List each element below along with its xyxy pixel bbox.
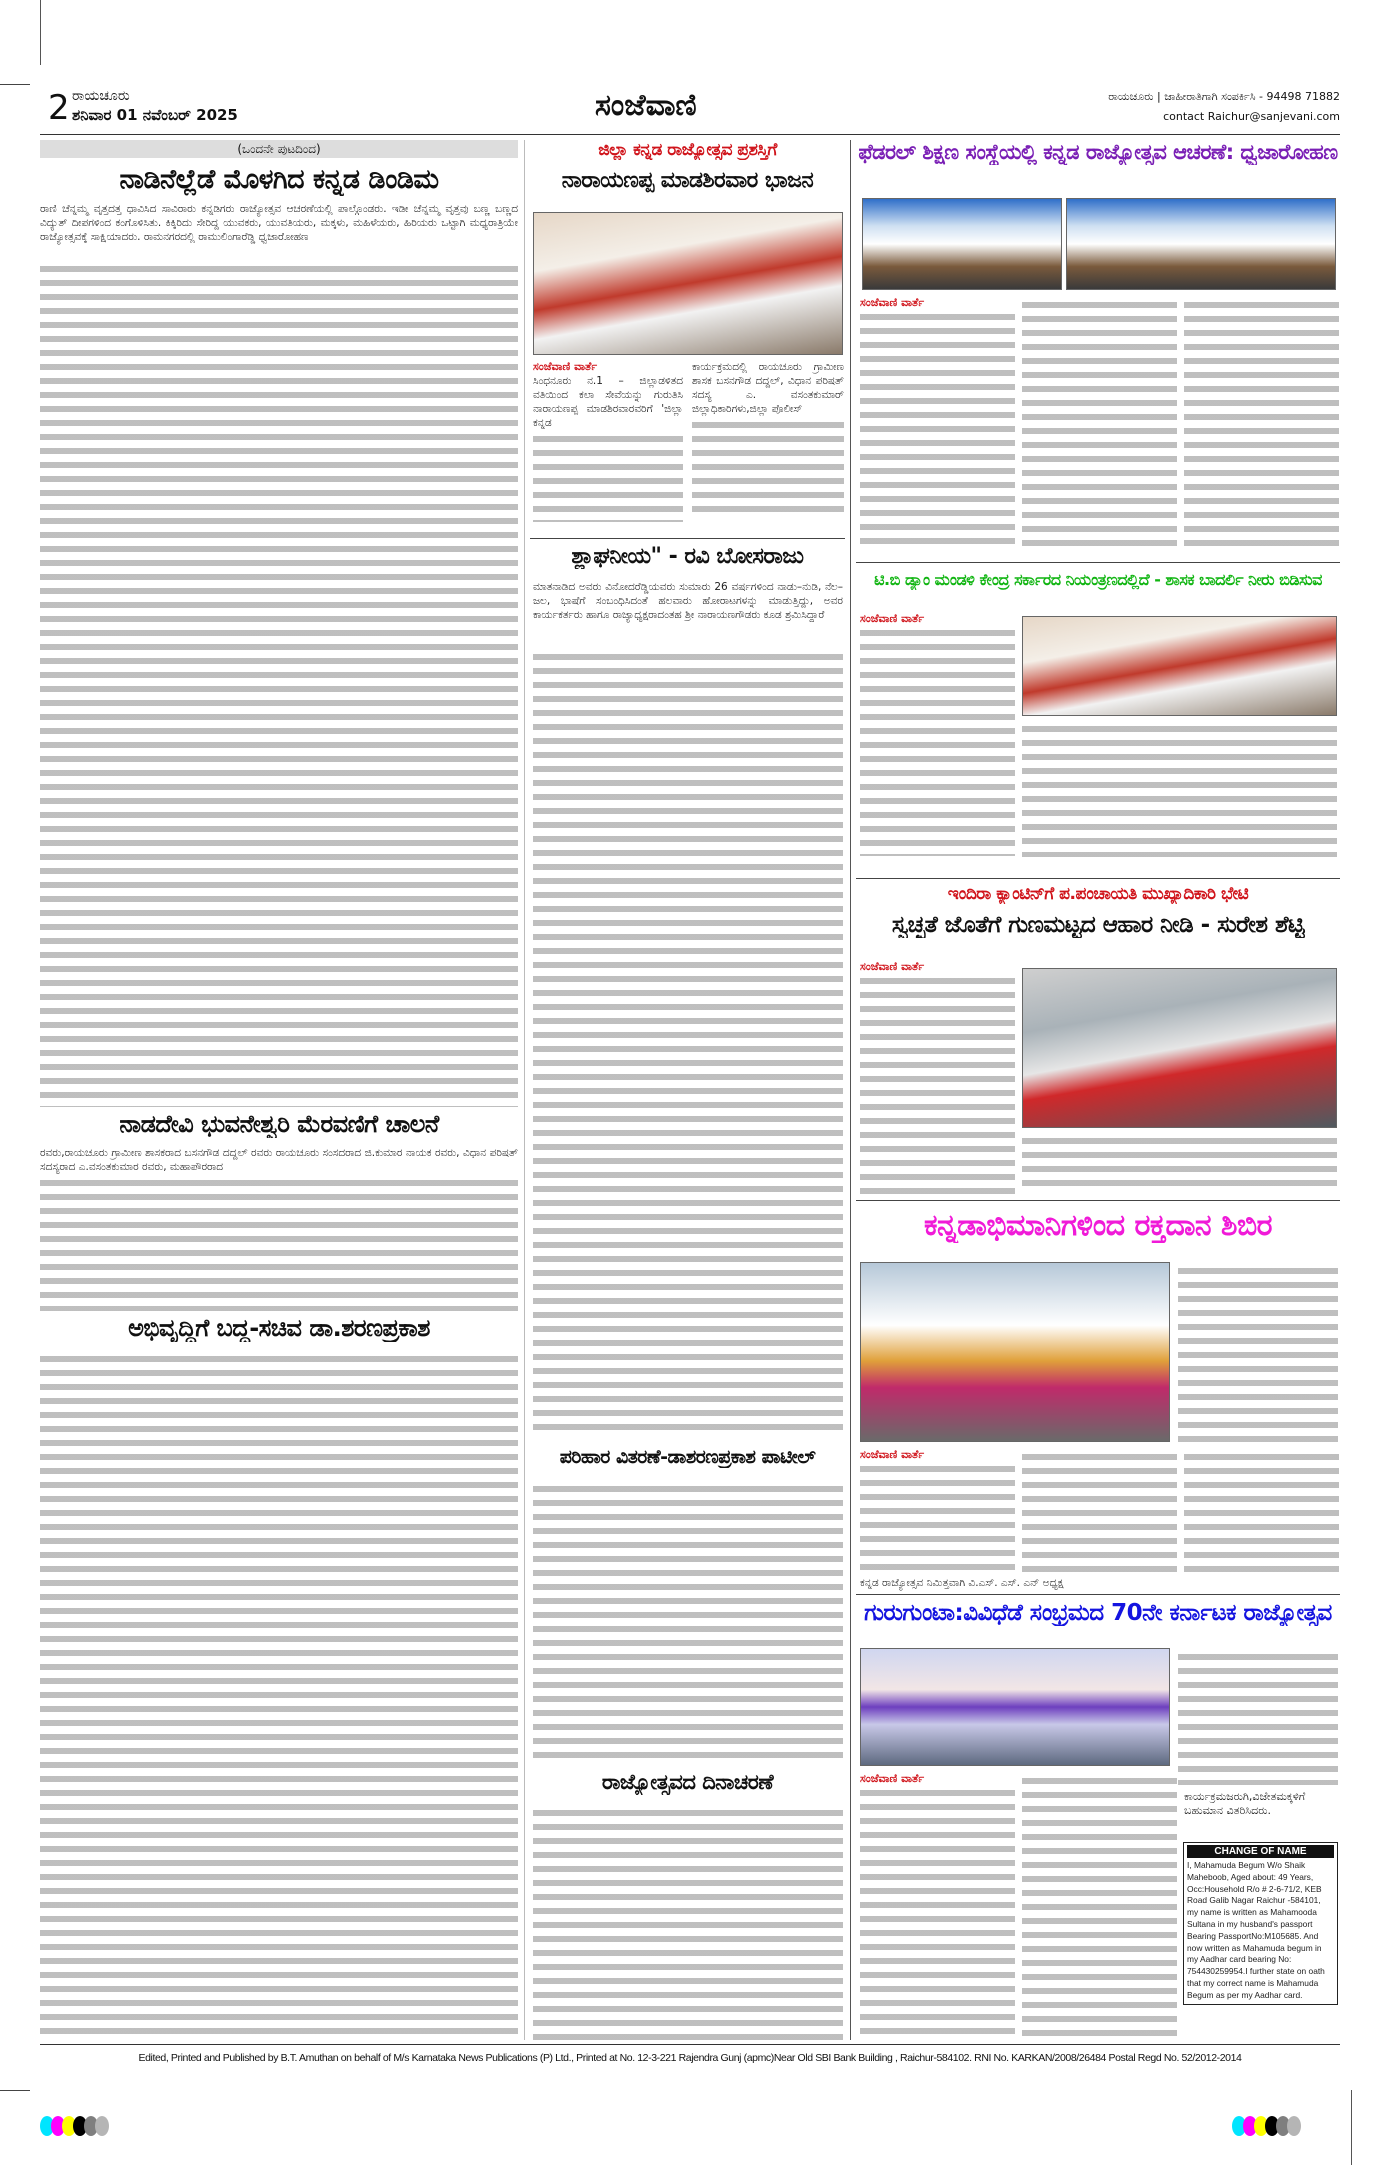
headline: ಶ್ಲಾಘನೀಯ" - ರವಿ ಬೋಸರಾಜು	[571, 544, 804, 569]
footer-imprint: Edited, Printed and Published by B.T. Amuthan on behalf of M/s Karnataka News Publications (P) Ltd., Printed at No. 12-3-221 Rajendra Gunj (apmc)Near Old SBI Bank Building , Raichur-584102. RNI No. KARKAN/2008/26484 Postal Regd No. 52/2012-2014	[138, 2052, 1242, 2064]
article-text-block	[40, 1352, 518, 2040]
byline: ಸಂಜೆವಾಣಿ ವಾರ್ತೆ	[860, 296, 925, 309]
crop-mark	[40, 0, 41, 65]
award-ceremony-photo	[533, 212, 843, 355]
headline: ನಾಡಿನೆಲ್ಲೆಡೆ ಮೊಳಗಿದ ಕನ್ನಡ ಡಿಂಡಿಮ	[119, 164, 439, 195]
blood-donation-camp-photo	[860, 1262, 1170, 1442]
headline: ಟಿ.ಬಿ ಡ್ಯಾಂ ಮಂಡಳಿ ಕೇಂದ್ರ ಸರ್ಕಾರದ ನಿಯಂತ್ರಣದಲ್ಲಿದೆ - ಶಾಸಕ ಬಾದರ್ಲಿ ನೀರು ಬಿಡಿಸುವ	[874, 570, 1322, 589]
header-contact: ರಾಯಚೂರು | ಜಾಹೀರಾತಿಗಾಗಿ ಸಂಪರ್ಕಿಸಿ - 94498 71882	[1108, 90, 1340, 103]
article-column	[860, 1772, 1015, 2036]
registration-dot	[95, 2116, 109, 2136]
byline: ಸಂಜೆವಾಣಿ ವಾರ್ತೆ	[860, 612, 925, 625]
article-text-block	[860, 310, 1015, 545]
byline: ಸಂಜೆವಾಣಿ ವಾರ್ತೆ	[533, 360, 598, 373]
divider	[856, 1200, 1340, 1201]
divider	[856, 878, 1340, 879]
article-body: ರಾಣಿ ಚೆನ್ನಮ್ಮ ವೃತ್ತದತ್ತ ಧಾವಿಸಿದ ಸಾವಿರಾರು ಕನ್ನಡಿಗರು ರಾಜ್ಯೋತ್ಸವ ಆಚರಣೆಯಲ್ಲಿ ಪಾಲ್ಗೊಂಡರು. ಇಡೀ ಚೆನ್ನಮ್ಮ ವೃತ್ತವು ಬಣ್ಣ ಬಣ್ಣದ ವಿದ್ಯುತ್ ದೀಪಗಳಿಂದ ಕಂಗೊಳಿಸಿತು. ಕಿಕ್ಕಿರಿದು ಸೇರಿದ್ದ ಯುವಕರು, ಯುವತಿಯರು, ಮಕ್ಕಳು, ಮಹಿಳೆಯರು, ಹಿರಿಯರು ಒಟ್ಟಾಗಿ ಮಧ್ಯರಾತ್ರಿಯೇ ರಾಜ್ಯೋತ್ಸವಕ್ಕೆ ಸಾಕ್ಷಿಯಾದರು. ರಾಮನಗರದಲ್ಲಿ ರಾಮುಲಿಂಗಾರೆಡ್ಡಿ ಧ್ವಜಾರೋಹಣ	[40, 203, 518, 243]
divider	[530, 538, 845, 539]
canteen-kitchen-photo	[1022, 968, 1337, 1128]
page-number: 2	[48, 88, 70, 128]
color-registration-marks	[1232, 2116, 1298, 2140]
column-divider	[524, 140, 525, 2040]
article-body: ರವರು,ರಾಯಚೂರು ಗ್ರಾಮೀಣ ಶಾಸಕರಾದ ಬಸನಗೌಡ ದದ್ದಲ್ ರವರು ರಾಯಚೂರು ಸಂಸದರಾದ ಜಿ.ಕುಮಾರ ನಾಯಕ ರವರು, ವಿಧಾನ ಪರಿಷತ್ ಸದಸ್ಯರಾದ ಎ.ವಸಂತಕುಮಾರ ರವರು, ಮಹಾಪೌರರಾದ	[40, 1147, 518, 1173]
article-text-block	[1184, 1450, 1339, 1574]
flag-hoisting-photo	[862, 198, 1062, 290]
header-date: ಶನಿವಾರ 01 ನವೆಂಬರ್ 2025	[72, 106, 238, 124]
headline: ಫೆಡರಲ್ ಶಿಕ್ಷಣ ಸಂಸ್ಥೆಯಲ್ಲಿ ಕನ್ನಡ ರಾಜ್ಯೋತ್ಸವ ಆಚರಣೆ: ಧ್ವಜಾರೋಹಣ	[858, 140, 1338, 164]
article-body: ಕಾರ್ಯಕ್ರಮಜರುಗಿ,ವಿಜೇತಮಕ್ಕಳಿಗೆ ಬಹುಮಾನ ವಿತರಿಸಿದರು.	[1184, 1790, 1306, 1817]
change-of-name-notice	[1183, 1842, 1338, 2005]
article-text-block	[860, 974, 1015, 1199]
article-text-block	[533, 650, 843, 1435]
article-text-block	[40, 1176, 518, 1311]
article-body: ಕನ್ನಡ ರಾಜ್ಯೋತ್ಸವ ನಿಮಿತ್ತವಾಗಿ ವಿ.ಎಸ್. ಎಸ್. ಎನ್ ಅಧ್ಯಕ್ಷ	[860, 1577, 1064, 1589]
crop-mark	[0, 2090, 30, 2091]
article-text-block	[40, 262, 518, 1107]
mla-press-meet-photo	[1022, 616, 1337, 716]
article-text-block	[1184, 298, 1339, 546]
masthead-logo: ಸಂಜೆವಾಣಿ	[595, 88, 697, 123]
article-text-block	[860, 1786, 1015, 2036]
kicker: ಇಂದಿರಾ ಕ್ಯಾಂಟಿನ್‌ಗೆ ಪ.ಪಂಚಾಯತಿ ಮುಖ್ಯಾದಿಕಾರಿ ಭೇಟಿ	[947, 884, 1249, 904]
header-email[interactable]: contact Raichur@sanjevani.com	[1163, 110, 1340, 123]
students-saluting-photo	[1066, 198, 1336, 290]
article-text-block	[533, 1482, 843, 1764]
article-text-block	[1022, 722, 1337, 857]
headline: ನಾಡದೇವಿ ಭುವನೇಶ್ವರಿ ಮೆರವಣಿಗೆ ಚಾಲನೆ	[119, 1110, 439, 1138]
color-registration-marks	[40, 2116, 106, 2140]
footer-rule	[40, 2044, 1340, 2045]
header-rule	[40, 134, 1340, 135]
headline: ಅಭಿವೃದ್ಧಿಗೆ ಬದ್ಧ-ಸಚಿವ ಡಾ.ಶರಣಪ್ರಕಾಶ	[128, 1314, 430, 1342]
continued-banner: (ಒಂದನೇ ಪುಟದಿಂದ)	[40, 140, 518, 158]
article-text-block	[1178, 1650, 1338, 1785]
headline: ಸ್ವಚ್ಛತೆ ಜೊತೆಗೆ ಗುಣಮಟ್ಟದ ಆಹಾರ ನೀಡಿ - ಸುರೇಶ ಶೆಟ್ಟಿ	[891, 912, 1305, 938]
headline: ನಾರಾಯಣಪ್ಪ ಮಾಡಶಿರವಾರ ಭಾಜನ	[561, 168, 814, 193]
article-column	[692, 360, 844, 518]
headline: ಗುರುಗುಂಟಾ:ವಿವಿಧೆಡೆ ಸಂಭ್ರಮದ 70ನೇ ಕರ್ನಾಟಕ ರಾಜ್ಯೋತ್ಸವ	[864, 1600, 1332, 1626]
article-text-block	[1022, 1450, 1177, 1574]
divider	[856, 1594, 1340, 1595]
notice-body: I, Mahamuda Begum W/o Shaik Maheboob, Aged about: 49 Years, Occ:Household R/o # 2-6-71/2, KEB Road Galib Nagar Raichur -584101, my name is written as Mahamooda Sultana in my husband's passport Bearing PassportNo:M105685. And now written as Mahamuda begum in my Aadhar card bearing No: 754430259954.I further state on oath that my correct name is Mahamuda Begum as per my Aadhar card.	[1187, 1860, 1325, 2000]
crop-mark	[0, 84, 30, 85]
kicker: ಜಿಲ್ಲಾ ಕನ್ನಡ ರಾಜ್ಯೋತ್ಸವ ಪ್ರಶಸ್ತಿಗೆ	[598, 140, 777, 160]
article-body: ಕಾರ್ಯಕ್ರಮದಲ್ಲಿ ರಾಯಚೂರು ಗ್ರಾಮೀಣ ಶಾಸಕ ಬಸನಗೌಡ ದದ್ದಲ್, ವಿಧಾನ ಪರಿಷತ್ ಸದಸ್ಯ ಎ. ವಸಂತಕುಮಾರ್ ಜಿಲ್ಲಾಧಿಕಾರಿಗಳು,ಜಿಲ್ಲಾ ಪೊಲೀಸ್	[692, 361, 844, 415]
article-text-block	[1022, 1134, 1337, 1190]
byline: ಸಂಜೆವಾಣಿ ವಾರ್ತೆ	[860, 1772, 925, 1785]
article-text-block	[1022, 1774, 1177, 2036]
column-divider	[850, 140, 851, 2040]
headline: ರಾಜ್ಯೋತ್ಸವದ ದಿನಾಚರಣೆ	[601, 1770, 774, 1794]
byline: ಸಂಜೆವಾಣಿ ವಾರ್ತೆ	[860, 1448, 925, 1461]
crop-mark	[1351, 2090, 1352, 2165]
article-text-block	[533, 432, 683, 522]
header-city: ರಾಯಚೂರು	[72, 88, 130, 104]
article-column	[533, 360, 683, 522]
article-column	[860, 960, 1015, 1199]
notice-title: CHANGE OF NAME	[1187, 1845, 1334, 1858]
article-text-block	[860, 1462, 1015, 1574]
article-text-block	[1178, 1264, 1338, 1444]
byline: ಸಂಜೆವಾಣಿ ವಾರ್ತೆ	[860, 960, 925, 973]
article-text-block	[533, 1806, 843, 2040]
rajyotsava-celebration-photo	[860, 1648, 1170, 1766]
article-text-block	[860, 626, 1015, 856]
article-column	[860, 612, 1015, 856]
headline: ಕನ್ನಡಾಭಿಮಾನಿಗಳಿಂದ ರಕ್ತದಾನ ಶಿಬಿರ	[923, 1208, 1273, 1243]
registration-dot	[1287, 2116, 1301, 2136]
article-column	[860, 1448, 1015, 1574]
headline: ಪರಿಹಾರ ವಿತರಣೆ-ಡಾಶರಣಪ್ರಕಾಶ ಪಾಟೀಲ್	[559, 1446, 816, 1468]
article-body: ಮಾತನಾಡಿದ ಅವರು ವಿನೋದರೆಡ್ಡಿಯವರು ಸುಮಾರು 26 ವರ್ಷಗಳಿಂದ ನಾಡು–ನುಡಿ, ನೆಲ–ಜಲ, ಭಾಷೆಗೆ ಸಂಬಂಧಿಸಿದಂತೆ ಹಲವಾರು ಹೋರಾಟಗಳನ್ನು ಮಾಡುತ್ತಿದ್ದು, ಅವರ ಕಾರ್ಯಕರ್ತರು ಹಾಗೂ ರಾಜ್ಯಾಧ್ಯಕ್ಷರಾದಂತಹ ಶ್ರೀ ನಾರಾಯಣಗೌಡರು ಕೂಡ ಶ್ರಮಿಸಿದ್ದಾರೆ	[533, 581, 843, 621]
article-text-block	[692, 418, 844, 518]
page-header	[40, 88, 1340, 132]
article-body: ಸಿಂಧನೂರು ನ.1 – ಜಿಲ್ಲಾಡಳಿತದ ವತಿಯಿಂದ ಕಲಾ ಸೇವೆಯನ್ನು ಗುರುತಿಸಿ ನಾರಾಯಣಪ್ಪ ಮಾಡಶಿರವಾರವರಿಗೆ 'ಜಿಲ್ಲಾ ಕನ್ನಡ	[533, 375, 683, 429]
article-text-block	[1022, 298, 1177, 546]
article-column	[860, 296, 1015, 545]
divider	[856, 562, 1340, 563]
